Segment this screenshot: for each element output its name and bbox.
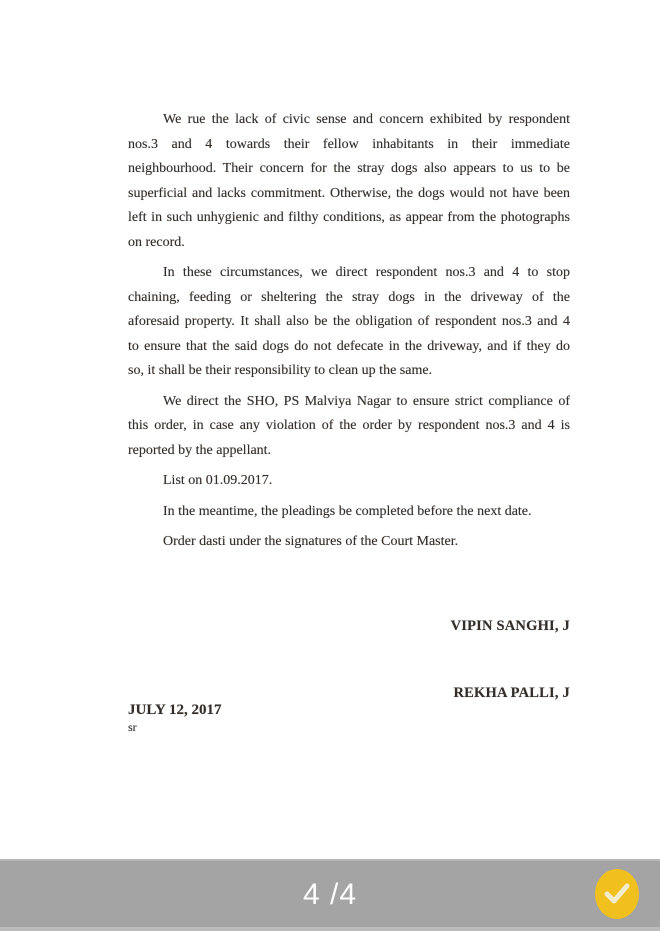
document-note-line: List on 01.09.2017. <box>163 473 273 488</box>
page-indicator: 4 /4 <box>302 878 358 911</box>
order-date-block <box>128 701 222 735</box>
stenographer-initials: sr <box>128 720 137 734</box>
document-line: on record. <box>128 234 185 250</box>
document-line: chaining, feeding or sheltering the stray dogs in the driveway of the <box>128 289 570 305</box>
document-line: neighbourhood. Their concern for the stray dogs also appears to us to be <box>128 161 570 176</box>
document-paragraph <box>128 261 570 384</box>
document-body <box>128 108 570 555</box>
document-line: left in such unhygienic and filthy conditions, as appear from the photographs <box>128 210 570 225</box>
document-note-line: In the meantime, the pleadings be completed before the next date. <box>163 503 532 519</box>
page-indicator-bar <box>0 859 660 931</box>
document-line: this order, in case any violation of the order by respondent nos.3 and 4 is <box>128 418 570 433</box>
confirm-button[interactable] <box>595 869 639 919</box>
judge-signature-1: VIPIN SANGHI, J <box>450 617 570 634</box>
document-line: aforesaid property. It shall also be the obligation of respondent nos.3 and 4 <box>128 314 570 329</box>
order-date: JULY 12, 2017 <box>128 702 222 718</box>
document-line: We direct the SHO, PS Malviya Nagar to ensure strict compliance of <box>163 393 570 409</box>
document-paragraph <box>128 108 570 255</box>
document-line: We rue the lack of civic sense and concern exhibited by respondent <box>163 112 570 127</box>
document-line: nos.3 and 4 towards their fellow inhabitants in their immediate <box>128 136 570 152</box>
document-line: to ensure that the said dogs do not defecate in the driveway, and if they do <box>128 338 570 354</box>
check-icon <box>604 883 630 905</box>
document-line: superficial and lacks commitment. Otherwise, the dogs would not have been <box>128 185 570 201</box>
document-note-line: Order dasti under the signatures of the Court Master. <box>163 534 459 549</box>
document-line: reported by the appellant. <box>128 442 272 458</box>
document-line: In these circumstances, we direct respondent nos.3 and 4 to stop <box>163 265 570 280</box>
document-line: so, it shall be their responsibility to clean up the same. <box>128 363 433 378</box>
document-paragraph <box>128 390 570 464</box>
judge-signature-2: REKHA PALLI, J <box>453 685 570 701</box>
